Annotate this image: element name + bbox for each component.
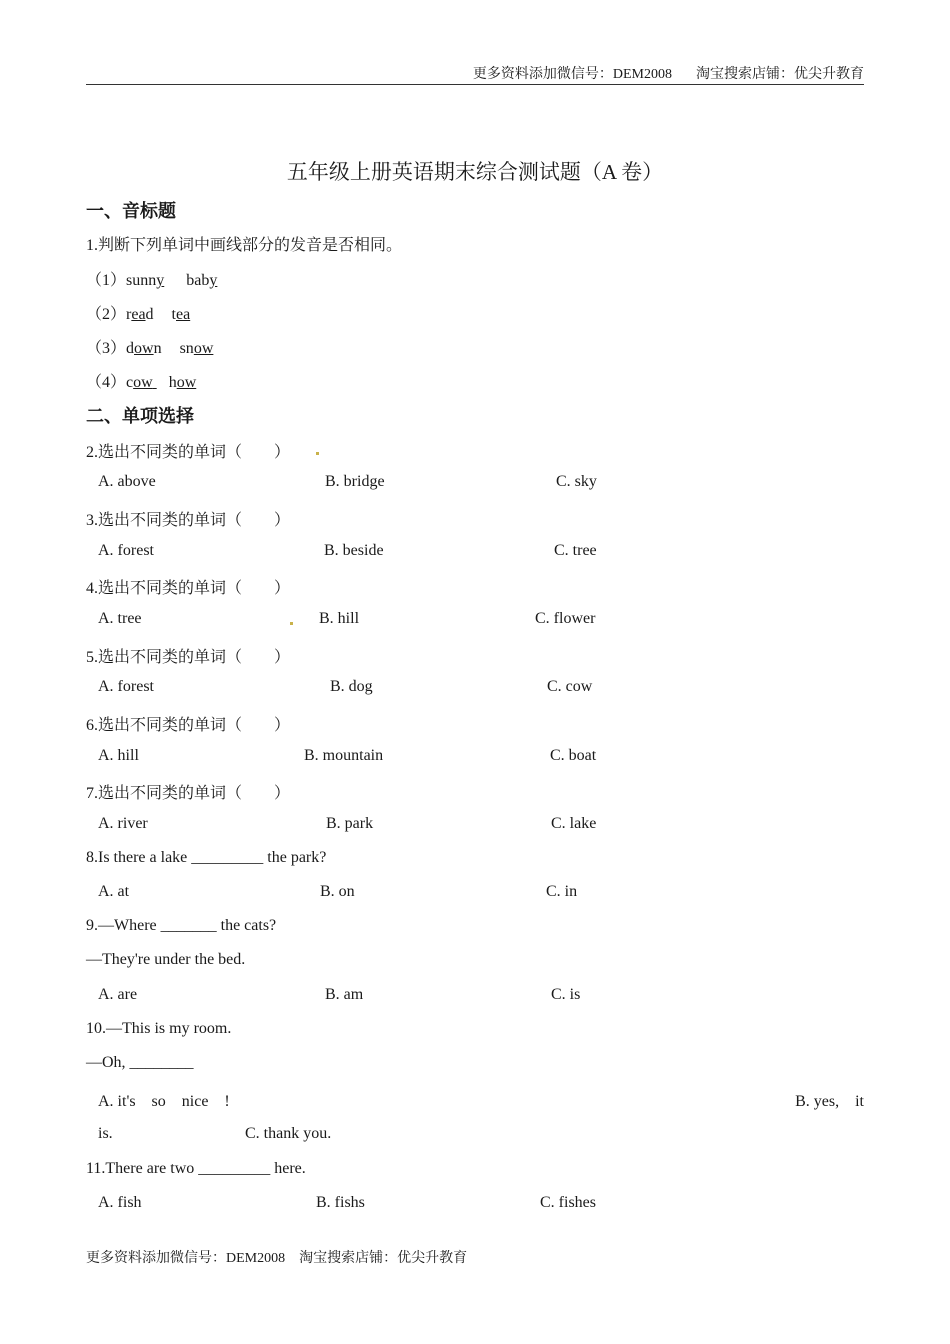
q10-option-c: C. thank you. (245, 1125, 332, 1142)
q11-option-c: C. fishes (540, 1194, 596, 1211)
q7-option-a: A. river (98, 815, 148, 832)
q5-option-b: B. dog (330, 678, 373, 695)
q11-option-b: B. fishs (316, 1194, 365, 1211)
footer-shop: 淘宝搜索店铺：优尖升教育 (299, 1251, 468, 1266)
header-wechat: 更多资料添加微信号：DEM2008 (472, 67, 672, 82)
q6-option-a: A. hill (98, 747, 139, 764)
q2-option-c: C. sky (556, 473, 597, 490)
q10-reply: —Oh, ________ (86, 1054, 194, 1071)
q8-option-a: A. at (98, 883, 130, 900)
q7-option-c: C. lake (551, 815, 597, 832)
q1-item-4: （4）cow how (86, 374, 197, 391)
q5-option-c: C. cow (547, 678, 593, 695)
q7-option-b: B. park (326, 815, 374, 832)
q8-option-b: B. on (320, 883, 355, 900)
q1-stem: 1.判断下列单词中画线部分的发音是否相同。 (86, 237, 403, 254)
q9-option-c: C. is (551, 986, 581, 1003)
q6-stem: 6.选出不同类的单词（ ） (86, 717, 291, 734)
q9-option-a: A. are (98, 986, 138, 1003)
q8-option-c: C. in (546, 883, 578, 900)
page-footer (86, 1247, 467, 1267)
footer-wechat: 更多资料添加微信号：DEM2008 (86, 1251, 286, 1266)
header-shop: 淘宝搜索店铺：优尖升教育 (696, 67, 864, 82)
q3-stem: 3.选出不同类的单词（ ） (86, 512, 291, 529)
q5-option-a: A. forest (98, 678, 154, 695)
q8-stem: 8.Is there a lake _________ the park? (86, 849, 327, 866)
q2-option-b: B. bridge (325, 473, 385, 490)
section-choice-heading: 二、单项选择 (86, 406, 194, 427)
q4-stem: 4.选出不同类的单词（ ） (86, 580, 291, 597)
q3-option-c: C. tree (554, 542, 597, 559)
q2-option-a: A. above (98, 473, 156, 490)
section-phonetics-heading: 一、音标题 (86, 201, 176, 222)
q4-option-c: C. flower (535, 610, 596, 627)
q10-option-b-continued: is. (98, 1125, 113, 1142)
q3-option-a: A. forest (98, 542, 154, 559)
q10-stem: 10.—This is my room. (86, 1020, 232, 1037)
q6-option-c: C. boat (550, 747, 597, 764)
q10-option-a: A. it's so nice ! (98, 1093, 230, 1110)
q11-option-a: A. fish (98, 1194, 142, 1211)
q1-item-2: （2）read tea (86, 306, 191, 323)
q9-reply: —They're under the bed. (86, 951, 246, 968)
q9-option-b: B. am (325, 986, 364, 1003)
q5-stem: 5.选出不同类的单词（ ） (86, 649, 291, 666)
q4-option-b: B. hill (319, 610, 360, 627)
decorative-dot (290, 622, 293, 625)
q3-option-b: B. beside (324, 542, 384, 559)
page-title: 五年级上册英语期末综合测试题（A 卷） (286, 160, 664, 184)
decorative-dot (316, 452, 319, 455)
q9-stem: 9.—Where _______ the cats? (86, 917, 277, 934)
q1-item-3: （3）down snow (86, 340, 214, 357)
q1-item-1: （1）sunny baby (86, 272, 218, 289)
q10-option-b: B. yes, it (795, 1093, 864, 1110)
q11-stem: 11.There are two _________ here. (86, 1160, 306, 1177)
q4-option-a: A. tree (98, 610, 142, 627)
q6-option-b: B. mountain (304, 747, 384, 764)
page-header (86, 66, 864, 85)
q2-stem: 2.选出不同类的单词（ ） (86, 444, 291, 461)
q7-stem: 7.选出不同类的单词（ ） (86, 785, 291, 802)
